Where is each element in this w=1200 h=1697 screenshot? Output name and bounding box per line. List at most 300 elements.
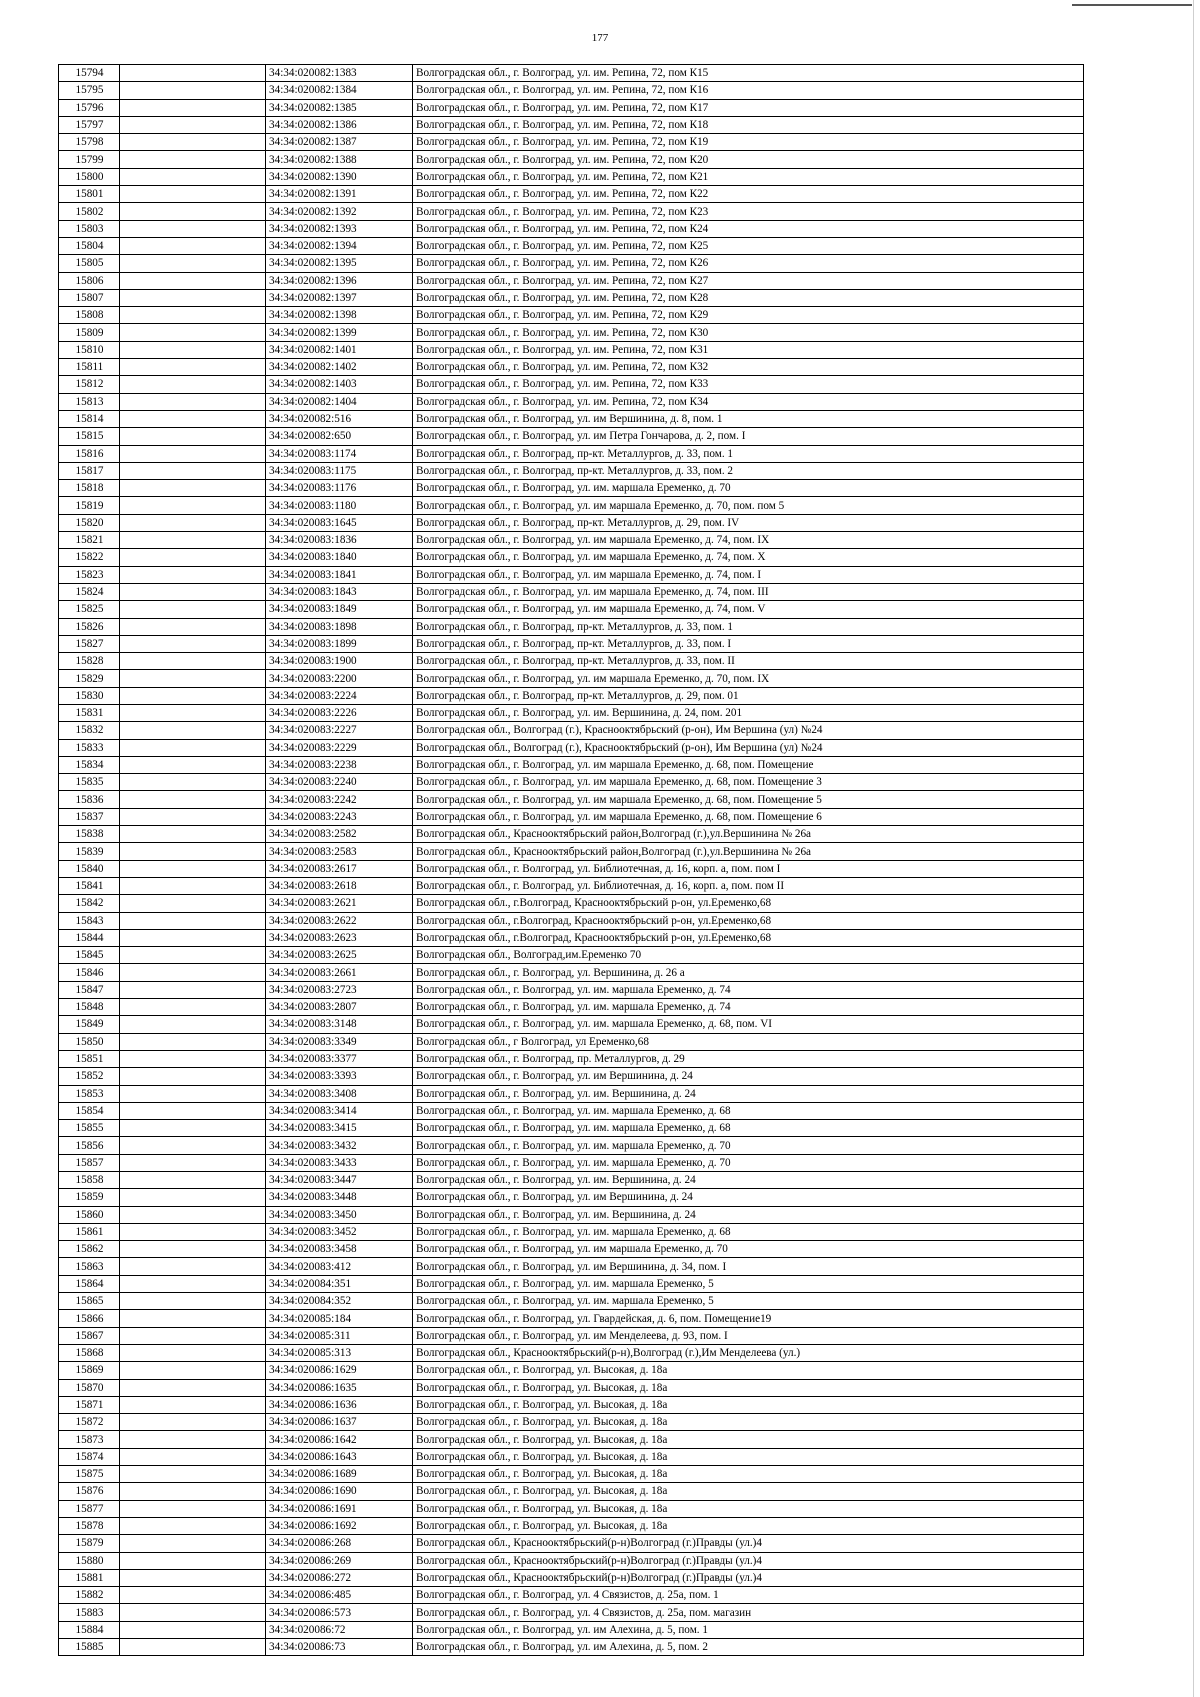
address-cell: Волгоградская обл., г. Волгоград, ул. Высокая, д. 18а [413, 1431, 1084, 1448]
blank-cell [120, 428, 266, 445]
row-number-cell: 15811 [59, 359, 120, 376]
blank-cell [120, 877, 266, 894]
blank-cell [120, 1379, 266, 1396]
table-row [59, 549, 1084, 566]
address-cell: Волгоградская обл., г. Волгоград, пр. Металлургов, д. 29 [413, 1050, 1084, 1067]
blank-cell [120, 670, 266, 687]
address-cell: Волгоградская обл., г. Волгоград, пр-кт. Металлургов, д. 29, пом. IV [413, 514, 1084, 531]
table-row [59, 791, 1084, 808]
row-number-cell: 15838 [59, 826, 120, 843]
blank-cell [120, 1310, 266, 1327]
cadastral-number-cell: 34:34:020083:3458 [266, 1241, 413, 1258]
row-number-cell: 15795 [59, 82, 120, 99]
cadastral-number-cell: 34:34:020083:2622 [266, 912, 413, 929]
address-cell: Волгоградская обл., Волгоград (г.), Краснооктябрьский (р-он), Им Вершина (ул) №24 [413, 739, 1084, 756]
blank-cell [120, 237, 266, 254]
blank-cell [120, 1604, 266, 1621]
row-number-cell: 15850 [59, 1033, 120, 1050]
table-row [59, 168, 1084, 185]
blank-cell [120, 1293, 266, 1310]
cadastral-number-cell: 34:34:020083:1840 [266, 549, 413, 566]
row-number-cell: 15829 [59, 670, 120, 687]
address-cell: Волгоградская обл., г. Волгоград, ул. Высокая, д. 18а [413, 1414, 1084, 1431]
address-cell: Волгоградская обл., г. Волгоград, ул. им. маршала Еременко, д. 74 [413, 981, 1084, 998]
row-number-cell: 15834 [59, 756, 120, 773]
row-number-cell: 15794 [59, 65, 120, 82]
table-row [59, 1016, 1084, 1033]
row-number-cell: 15860 [59, 1206, 120, 1223]
blank-cell [120, 1344, 266, 1361]
table-row [59, 82, 1084, 99]
cadastral-number-cell: 34:34:020082:1386 [266, 116, 413, 133]
row-number-cell: 15808 [59, 307, 120, 324]
cadastral-number-cell: 34:34:020082:1397 [266, 289, 413, 306]
blank-cell [120, 964, 266, 981]
cadastral-number-cell: 34:34:020083:3433 [266, 1154, 413, 1171]
blank-cell [120, 929, 266, 946]
address-cell: Волгоградская обл., г Волгоград, ул Еременко,68 [413, 1033, 1084, 1050]
table-row [59, 289, 1084, 306]
table-row [59, 601, 1084, 618]
table-row [59, 341, 1084, 358]
table-row [59, 739, 1084, 756]
table-row [59, 220, 1084, 237]
table-row [59, 1293, 1084, 1310]
row-number-cell: 15831 [59, 704, 120, 721]
cadastral-number-cell: 34:34:020083:2661 [266, 964, 413, 981]
cadastral-number-cell: 34:34:020086:573 [266, 1604, 413, 1621]
address-cell: Волгоградская обл., Краснооктябрьский район,Волгоград (г.),ул.Вершинина № 26а [413, 826, 1084, 843]
cadastral-number-cell: 34:34:020084:352 [266, 1293, 413, 1310]
row-number-cell: 15867 [59, 1327, 120, 1344]
cadastral-number-cell: 34:34:020083:2582 [266, 826, 413, 843]
address-cell: Волгоградская обл., г. Волгоград, ул. Вершинина, д. 26 а [413, 964, 1084, 981]
cadastral-number-cell: 34:34:020083:1843 [266, 583, 413, 600]
table-row [59, 1154, 1084, 1171]
table-row [59, 1552, 1084, 1569]
table-row [59, 1137, 1084, 1154]
cadastral-number-cell: 34:34:020086:1689 [266, 1466, 413, 1483]
blank-cell [120, 722, 266, 739]
table-row [59, 1448, 1084, 1465]
table-row [59, 843, 1084, 860]
blank-cell [120, 1223, 266, 1240]
cadastral-number-cell: 34:34:020083:1176 [266, 480, 413, 497]
row-number-cell: 15856 [59, 1137, 120, 1154]
address-cell: Волгоградская обл., г. Волгоград, пр-кт. Металлургов, д. 33, пом. 1 [413, 618, 1084, 635]
row-number-cell: 15817 [59, 462, 120, 479]
table-row [59, 1102, 1084, 1119]
cadastral-number-cell: 34:34:020086:485 [266, 1587, 413, 1604]
table-row [59, 912, 1084, 929]
blank-cell [120, 445, 266, 462]
table-row [59, 410, 1084, 427]
blank-cell [120, 1535, 266, 1552]
cadastral-number-cell: 34:34:020083:412 [266, 1258, 413, 1275]
table-row [59, 1172, 1084, 1189]
cadastral-number-cell: 34:34:020084:351 [266, 1275, 413, 1292]
address-cell: Волгоградская обл., г. Волгоград, ул. им Вершинина, д. 8, пом. 1 [413, 410, 1084, 427]
blank-cell [120, 601, 266, 618]
blank-cell [120, 1258, 266, 1275]
blank-cell [120, 462, 266, 479]
row-number-cell: 15801 [59, 186, 120, 203]
blank-cell [120, 307, 266, 324]
address-cell: Волгоградская обл., г. Волгоград, ул. им. Репина, 72, пом К15 [413, 65, 1084, 82]
blank-cell [120, 583, 266, 600]
row-number-cell: 15800 [59, 168, 120, 185]
row-number-cell: 15884 [59, 1621, 120, 1638]
blank-cell [120, 324, 266, 341]
address-cell: Волгоградская обл., г. Волгоград, ул. им маршала Еременко, д. 74, пом. III [413, 583, 1084, 600]
cadastral-number-cell: 34:34:020083:1180 [266, 497, 413, 514]
cadastral-number-cell: 34:34:020083:3448 [266, 1189, 413, 1206]
cadastral-number-cell: 34:34:020083:1898 [266, 618, 413, 635]
cadastral-number-cell: 34:34:020082:1401 [266, 341, 413, 358]
row-number-cell: 15820 [59, 514, 120, 531]
table-row [59, 704, 1084, 721]
row-number-cell: 15864 [59, 1275, 120, 1292]
scan-edge-mark [1072, 4, 1192, 6]
address-cell: Волгоградская обл., г. Волгоград, пр-кт. Металлургов, д. 33, пом. 1 [413, 445, 1084, 462]
cadastral-number-cell: 34:34:020083:2229 [266, 739, 413, 756]
cadastral-number-cell: 34:34:020083:3432 [266, 1137, 413, 1154]
row-number-cell: 15804 [59, 237, 120, 254]
cadastral-number-cell: 34:34:020083:2617 [266, 860, 413, 877]
row-number-cell: 15869 [59, 1362, 120, 1379]
cadastral-number-cell: 34:34:020085:184 [266, 1310, 413, 1327]
blank-cell [120, 514, 266, 531]
address-cell: Волгоградская обл., г. Волгоград, ул. Высокая, д. 18а [413, 1379, 1084, 1396]
cadastral-number-cell: 34:34:020083:1836 [266, 532, 413, 549]
address-cell: Волгоградская обл., г. Волгоград, ул. им. Репина, 72, пом К32 [413, 359, 1084, 376]
row-number-cell: 15865 [59, 1293, 120, 1310]
table-row [59, 99, 1084, 116]
blank-cell [120, 1016, 266, 1033]
blank-cell [120, 497, 266, 514]
table-row [59, 1362, 1084, 1379]
blank-cell [120, 376, 266, 393]
table-row [59, 428, 1084, 445]
row-number-cell: 15846 [59, 964, 120, 981]
address-cell: Волгоградская обл., г. Волгоград, ул. им маршала Еременко, д. 70, пом. IX [413, 670, 1084, 687]
blank-cell [120, 1327, 266, 1344]
cadastral-number-cell: 34:34:020083:3148 [266, 1016, 413, 1033]
blank-cell [120, 151, 266, 168]
table-row [59, 1500, 1084, 1517]
address-cell: Волгоградская обл., г. Волгоград, ул. им. Репина, 72, пом К26 [413, 255, 1084, 272]
cadastral-number-cell: 34:34:020083:2200 [266, 670, 413, 687]
row-number-cell: 15816 [59, 445, 120, 462]
table-row [59, 497, 1084, 514]
row-number-cell: 15859 [59, 1189, 120, 1206]
blank-cell [120, 981, 266, 998]
cadastral-number-cell: 34:34:020083:2621 [266, 895, 413, 912]
address-cell: Волгоградская обл., г. Волгоград, ул. им маршала Еременко, д. 74, пом. IX [413, 532, 1084, 549]
table-row [59, 1396, 1084, 1413]
blank-cell [120, 704, 266, 721]
address-cell: Волгоградская обл., г. Волгоград, ул. им маршала Еременко, д. 70 [413, 1241, 1084, 1258]
cadastral-number-cell: 34:34:020082:1402 [266, 359, 413, 376]
cadastral-number-cell: 34:34:020082:1383 [266, 65, 413, 82]
address-cell: Волгоградская обл., г. Волгоград, ул. им маршала Еременко, д. 68, пом. Помещение 3 [413, 774, 1084, 791]
cadastral-number-cell: 34:34:020083:1900 [266, 653, 413, 670]
blank-cell [120, 826, 266, 843]
address-cell: Волгоградская обл., г. Волгоград, ул. им. Репина, 72, пом К34 [413, 393, 1084, 410]
row-number-cell: 15878 [59, 1517, 120, 1534]
cadastral-number-cell: 34:34:020083:2623 [266, 929, 413, 946]
table-row [59, 1569, 1084, 1586]
address-cell: Волгоградская обл., г. Волгоград, ул. им. Вершинина, д. 24, пом. 201 [413, 704, 1084, 721]
address-cell: Волгоградская обл., г. Волгоград, ул. им. маршала Еременко, д. 70 [413, 1154, 1084, 1171]
blank-cell [120, 1483, 266, 1500]
row-number-cell: 15824 [59, 583, 120, 600]
table-row [59, 722, 1084, 739]
row-number-cell: 15814 [59, 410, 120, 427]
address-cell: Волгоградская обл., Краснооктябрьский(р-н),Волгоград (г.),Им Менделеева (ул.) [413, 1344, 1084, 1361]
blank-cell [120, 1154, 266, 1171]
address-cell: Волгоградская обл., г. Волгоград, ул. им. Репина, 72, пом К31 [413, 341, 1084, 358]
address-cell: Волгоградская обл., г. Волгоград, ул. 4 Связистов, д. 25а, пом. магазин [413, 1604, 1084, 1621]
address-cell: Волгоградская обл., г. Волгоград, ул. им. маршала Еременко, 5 [413, 1293, 1084, 1310]
row-number-cell: 15839 [59, 843, 120, 860]
registry-table [58, 64, 1084, 1656]
row-number-cell: 15797 [59, 116, 120, 133]
table-row [59, 1639, 1084, 1656]
address-cell: Волгоградская обл., г. Волгоград, ул. им. маршала Еременко, 5 [413, 1275, 1084, 1292]
table-row [59, 514, 1084, 531]
table-row [59, 999, 1084, 1016]
table-row [59, 1414, 1084, 1431]
row-number-cell: 15821 [59, 532, 120, 549]
address-cell: Волгоградская обл., г. Волгоград, ул. им. маршала Еременко, д. 70 [413, 480, 1084, 497]
table-row [59, 860, 1084, 877]
blank-cell [120, 1621, 266, 1638]
blank-cell [120, 1172, 266, 1189]
address-cell: Волгоградская обл., г. Волгоград, ул. им. Репина, 72, пом К21 [413, 168, 1084, 185]
blank-cell [120, 687, 266, 704]
blank-cell [120, 1500, 266, 1517]
row-number-cell: 15827 [59, 635, 120, 652]
table-row [59, 255, 1084, 272]
table-row [59, 583, 1084, 600]
row-number-cell: 15836 [59, 791, 120, 808]
address-cell: Волгоградская обл., г. Волгоград, ул. им. Репина, 72, пом К30 [413, 324, 1084, 341]
address-cell: Волгоградская обл., г. Волгоград, ул. им. Репина, 72, пом К33 [413, 376, 1084, 393]
table-row [59, 1483, 1084, 1500]
cadastral-number-cell: 34:34:020082:1398 [266, 307, 413, 324]
cadastral-number-cell: 34:34:020086:1637 [266, 1414, 413, 1431]
blank-cell [120, 1120, 266, 1137]
row-number-cell: 15835 [59, 774, 120, 791]
row-number-cell: 15872 [59, 1414, 120, 1431]
address-cell: Волгоградская обл., г. Волгоград, ул. им. Репина, 72, пом К20 [413, 151, 1084, 168]
table-row [59, 480, 1084, 497]
table-row [59, 687, 1084, 704]
address-cell: Волгоградская обл., г. Волгоград, ул. им. маршала Еременко, д. 74 [413, 999, 1084, 1016]
table-row [59, 1517, 1084, 1534]
address-cell: Волгоградская обл., Волгоград (г.), Краснооктябрьский (р-он), Им Вершина (ул) №24 [413, 722, 1084, 739]
address-cell: Волгоградская обл., г. Волгоград, ул. Высокая, д. 18а [413, 1483, 1084, 1500]
cadastral-number-cell: 34:34:020083:2227 [266, 722, 413, 739]
row-number-cell: 15802 [59, 203, 120, 220]
blank-cell [120, 1466, 266, 1483]
table-row [59, 532, 1084, 549]
address-cell: Волгоградская обл., г. Волгоград, ул. им маршала Еременко, д. 68, пом. Помещение 6 [413, 808, 1084, 825]
table-row [59, 1379, 1084, 1396]
row-number-cell: 15847 [59, 981, 120, 998]
address-cell: Волгоградская обл., г. Волгоград, ул. Высокая, д. 18а [413, 1396, 1084, 1413]
table-row [59, 1050, 1084, 1067]
address-cell: Волгоградская обл., г. Волгоград, ул. Высокая, д. 18а [413, 1500, 1084, 1517]
row-number-cell: 15833 [59, 739, 120, 756]
cadastral-number-cell: 34:34:020083:2723 [266, 981, 413, 998]
blank-cell [120, 1587, 266, 1604]
address-cell: Волгоградская обл., г. Волгоград, ул. им. Репина, 72, пом К28 [413, 289, 1084, 306]
address-cell: Волгоградская обл., г. Волгоград, ул. Библиотечная, д. 16, корп. а, пом. пом II [413, 877, 1084, 894]
table-row [59, 774, 1084, 791]
scan-edge-line [1193, 0, 1194, 1697]
cadastral-number-cell: 34:34:020082:1387 [266, 134, 413, 151]
row-number-cell: 15818 [59, 480, 120, 497]
cadastral-number-cell: 34:34:020085:311 [266, 1327, 413, 1344]
row-number-cell: 15828 [59, 653, 120, 670]
address-cell: Волгоградская обл., г. Волгоград, пр-кт. Металлургов, д. 33, пом. II [413, 653, 1084, 670]
address-cell: Волгоградская обл., г. Волгоград, ул. 4 Связистов, д. 25а, пом. 1 [413, 1587, 1084, 1604]
blank-cell [120, 774, 266, 791]
blank-cell [120, 1068, 266, 1085]
table-row [59, 1085, 1084, 1102]
address-cell: Волгоградская обл., г. Волгоград, пр-кт. Металлургов, д. 29, пом. 01 [413, 687, 1084, 704]
address-cell: Волгоградская обл., г. Волгоград, ул. им. Репина, 72, пом К29 [413, 307, 1084, 324]
table-row [59, 670, 1084, 687]
cadastral-number-cell: 34:34:020085:313 [266, 1344, 413, 1361]
cadastral-number-cell: 34:34:020082:1385 [266, 99, 413, 116]
table-row [59, 134, 1084, 151]
table-row [59, 964, 1084, 981]
table-row [59, 653, 1084, 670]
blank-cell [120, 134, 266, 151]
row-number-cell: 15885 [59, 1639, 120, 1656]
blank-cell [120, 618, 266, 635]
address-cell: Волгоградская обл., г.Волгоград, Краснооктябрьский р-он, ул.Еременко,68 [413, 895, 1084, 912]
page-number: 177 [591, 32, 609, 44]
cadastral-number-cell: 34:34:020083:1899 [266, 635, 413, 652]
table-row [59, 1206, 1084, 1223]
cadastral-number-cell: 34:34:020082:1391 [266, 186, 413, 203]
blank-cell [120, 203, 266, 220]
row-number-cell: 15805 [59, 255, 120, 272]
table-row [59, 756, 1084, 773]
cadastral-number-cell: 34:34:020086:1643 [266, 1448, 413, 1465]
row-number-cell: 15841 [59, 877, 120, 894]
table-row [59, 1120, 1084, 1137]
row-number-cell: 15840 [59, 860, 120, 877]
blank-cell [120, 82, 266, 99]
cadastral-number-cell: 34:34:020082:1404 [266, 393, 413, 410]
address-cell: Волгоградская обл., г. Волгоград, ул. им. Репина, 72, пом К17 [413, 99, 1084, 116]
blank-cell [120, 947, 266, 964]
blank-cell [120, 999, 266, 1016]
address-cell: Волгоградская обл., Краснооктябрьский(р-н)Волгоград (г.)Правды (ул.)4 [413, 1569, 1084, 1586]
address-cell: Волгоградская обл., г. Волгоград, ул. им. маршала Еременко, д. 70 [413, 1137, 1084, 1154]
address-cell: Волгоградская обл., г. Волгоград, ул. им. маршала Еременко, д. 68 [413, 1223, 1084, 1240]
table-row [59, 1223, 1084, 1240]
row-number-cell: 15842 [59, 895, 120, 912]
row-number-cell: 15843 [59, 912, 120, 929]
cadastral-number-cell: 34:34:020083:1841 [266, 566, 413, 583]
row-number-cell: 15875 [59, 1466, 120, 1483]
cadastral-number-cell: 34:34:020083:3408 [266, 1085, 413, 1102]
address-cell: Волгоградская обл., г.Волгоград, Краснооктябрьский р-он, ул.Еременко,68 [413, 912, 1084, 929]
row-number-cell: 15857 [59, 1154, 120, 1171]
address-cell: Волгоградская обл., г. Волгоград, ул. им маршала Еременко, д. 70, пом. пом 5 [413, 497, 1084, 514]
row-number-cell: 15810 [59, 341, 120, 358]
blank-cell [120, 566, 266, 583]
cadastral-number-cell: 34:34:020083:2226 [266, 704, 413, 721]
address-cell: Волгоградская обл., г. Волгоград, ул. им Петра Гончарова, д. 2, пом. I [413, 428, 1084, 445]
cadastral-number-cell: 34:34:020083:2242 [266, 791, 413, 808]
cadastral-number-cell: 34:34:020083:2243 [266, 808, 413, 825]
table-row [59, 462, 1084, 479]
cadastral-number-cell: 34:34:020083:2224 [266, 687, 413, 704]
row-number-cell: 15799 [59, 151, 120, 168]
address-cell: Волгоградская обл., г. Волгоград, ул. им. Репина, 72, пом К27 [413, 272, 1084, 289]
blank-cell [120, 1639, 266, 1656]
blank-cell [120, 912, 266, 929]
table-row [59, 186, 1084, 203]
blank-cell [120, 1431, 266, 1448]
table-row [59, 359, 1084, 376]
row-number-cell: 15845 [59, 947, 120, 964]
cadastral-number-cell: 34:34:020086:1692 [266, 1517, 413, 1534]
cadastral-number-cell: 34:34:020082:1388 [266, 151, 413, 168]
table-row [59, 895, 1084, 912]
address-cell: Волгоградская обл., г. Волгоград, ул. им. Вершинина, д. 24 [413, 1206, 1084, 1223]
row-number-cell: 15861 [59, 1223, 120, 1240]
address-cell: Волгоградская обл., г. Волгоград, ул. им Менделеева, д. 93, пом. I [413, 1327, 1084, 1344]
row-number-cell: 15855 [59, 1120, 120, 1137]
cadastral-number-cell: 34:34:020083:3414 [266, 1102, 413, 1119]
table-row [59, 307, 1084, 324]
row-number-cell: 15798 [59, 134, 120, 151]
row-number-cell: 15832 [59, 722, 120, 739]
row-number-cell: 15862 [59, 1241, 120, 1258]
registry-table-body [59, 65, 1084, 1656]
address-cell: Волгоградская обл., г. Волгоград, ул. им. маршала Еременко, д. 68 [413, 1102, 1084, 1119]
address-cell: Волгоградская обл., г. Волгоград, ул. им маршала Еременко, д. 74, пом. V [413, 601, 1084, 618]
address-cell: Волгоградская обл., г. Волгоград, ул. им Вершинина, д. 24 [413, 1068, 1084, 1085]
cadastral-number-cell: 34:34:020082:1390 [266, 168, 413, 185]
cadastral-number-cell: 34:34:020083:2618 [266, 877, 413, 894]
address-cell: Волгоградская обл., г. Волгоград, ул. им маршала Еременко, д. 68, пом. Помещение 5 [413, 791, 1084, 808]
cadastral-number-cell: 34:34:020086:1690 [266, 1483, 413, 1500]
cadastral-number-cell: 34:34:020083:1174 [266, 445, 413, 462]
blank-cell [120, 186, 266, 203]
address-cell: Волгоградская обл., Краснооктябрьский(р-н)Волгоград (г.)Правды (ул.)4 [413, 1535, 1084, 1552]
address-cell: Волгоградская обл., г. Волгоград, пр-кт. Металлургов, д. 33, пом. I [413, 635, 1084, 652]
cadastral-number-cell: 34:34:020082:1384 [266, 82, 413, 99]
cadastral-number-cell: 34:34:020083:2807 [266, 999, 413, 1016]
cadastral-number-cell: 34:34:020083:3377 [266, 1050, 413, 1067]
blank-cell [120, 1517, 266, 1534]
address-cell: Волгоградская обл., г. Волгоград, ул. им Вершинина, д. 24 [413, 1189, 1084, 1206]
blank-cell [120, 1569, 266, 1586]
blank-cell [120, 635, 266, 652]
address-cell: Волгоградская обл., г. Волгоград, ул. Высокая, д. 18а [413, 1362, 1084, 1379]
blank-cell [120, 272, 266, 289]
table-row [59, 826, 1084, 843]
